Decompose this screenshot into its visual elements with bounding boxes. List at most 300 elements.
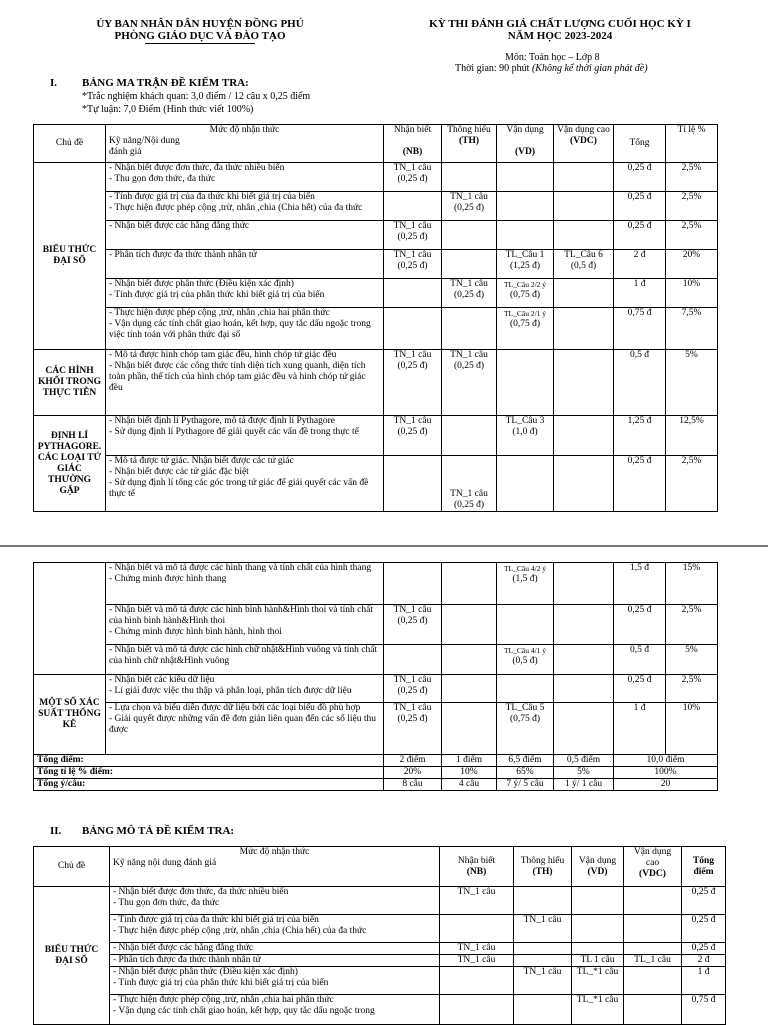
description-row — [34, 915, 726, 943]
cell-vdc — [554, 163, 614, 192]
skills-cell — [106, 250, 384, 279]
tile-value: 5% — [666, 645, 718, 675]
section1-title: BẢNG MA TRẬN ĐỀ KIỂM TRA: — [82, 77, 249, 89]
tile-value: 7,5% — [666, 308, 718, 350]
skills-cell — [110, 887, 440, 915]
cell-th — [442, 350, 497, 416]
section1-note2: *Tự luận: 7,0 Điểm (Hình thức viết 100%) — [82, 104, 254, 115]
matrix-row — [34, 221, 718, 250]
nb-value: TN_1 câu — [393, 605, 432, 615]
total-th: 1 điểm — [442, 755, 497, 767]
cell-th — [442, 192, 497, 221]
skills-cell — [110, 967, 440, 995]
t2-col-chu-de: Chủ đề — [34, 847, 110, 887]
vd-value: TL_Câu 5 — [505, 703, 545, 713]
skill-line: - Nhận biết được các tứ giác đặc biệt — [109, 467, 249, 477]
cell-th — [442, 250, 497, 279]
nb-value: TN_1 câu — [393, 703, 432, 713]
total-row — [34, 755, 718, 767]
col-tong: Tổng — [614, 125, 666, 163]
t2-vdc-value — [624, 995, 682, 1025]
nb-score: (0,25 đ) — [397, 427, 428, 437]
vdc-label: Vận dụng cao — [557, 125, 610, 135]
total-label: Tổng điểm: — [34, 755, 384, 767]
description-table — [33, 846, 726, 1025]
skills-cell — [106, 605, 384, 645]
section1-note1: *Trắc nghiệm khách quan: 3,0 điểm / 12 câu x 0,25 điểm — [82, 91, 311, 102]
skills-cell — [106, 563, 384, 605]
topic-pythagore-tu-giac — [34, 416, 106, 512]
skill-line: - Mô tả được hình chóp tam giác đều, hình chóp tứ giác đều — [109, 350, 337, 360]
th-score: (0,25 đ) — [453, 290, 485, 300]
section2-title: BẢNG MÔ TẢ ĐỀ KIỂM TRA: — [82, 825, 235, 837]
nb-code: (NB) — [402, 147, 423, 157]
total-row — [34, 767, 718, 779]
cell-th — [442, 645, 497, 675]
tong-value: 0,75 đ — [614, 308, 666, 350]
col-vd — [497, 125, 554, 163]
skills-cell — [110, 955, 440, 967]
skill-line: - Tính được giá trị của đa thức khi biết giá trị của biến — [109, 192, 315, 202]
matrix-row — [34, 563, 718, 605]
vdc-value: TL_Câu 6 — [564, 250, 603, 260]
skill-line: - Thực hiện được phép cộng ,trừ, nhân ,chia (Chia hết) của đa thức — [113, 926, 367, 936]
cell-vd — [497, 163, 554, 192]
description-header-row — [34, 847, 726, 887]
vd-value: TL_Câu 4/2 ý — [503, 564, 547, 573]
vd-value: TL_Câu 3 — [505, 416, 545, 426]
vd-value: TL_Câu 4/1 ý — [503, 646, 547, 655]
matrix-body-continued — [34, 563, 718, 755]
skills-cell — [106, 279, 384, 308]
cell-vd — [497, 563, 554, 605]
t2-nb-value: TN_1 câu — [440, 955, 514, 967]
cell-nb — [384, 703, 442, 755]
tile-value: 2,5% — [666, 605, 718, 645]
skill-line: - Nhận biết được đơn thức, đa thức nhiều biến — [109, 163, 285, 173]
tong-value: 1,5 đ — [614, 563, 666, 605]
skills-cell — [106, 645, 384, 675]
vd-score: (0,75 đ) — [509, 714, 541, 724]
col-tile: Tỉ lệ % — [666, 125, 718, 163]
skill-line: - Nhận biết các kiểu dữ liệu — [109, 675, 215, 685]
total-vdc: 5% — [554, 767, 614, 779]
vd-value: TL_Câu 2/2 ý — [503, 280, 547, 289]
matrix-row — [34, 192, 718, 221]
nb-value: TN_1 câu — [393, 350, 432, 360]
time-note: (Không kể thời gian phát đề) — [531, 63, 648, 74]
cell-vdc — [554, 416, 614, 456]
cell-vdc — [554, 221, 614, 250]
tile-value: 2,5% — [666, 221, 718, 250]
nb-label: Nhận biết — [393, 125, 432, 135]
cell-th — [442, 456, 497, 512]
muc-do-label: Mức độ nhận thức — [209, 125, 280, 135]
vd-value: TL_Câu 2/1 ý — [503, 309, 547, 318]
cell-vdc — [554, 605, 614, 645]
skill-line: - Mô tả được tứ giác. Nhận biết được các tứ giác — [109, 456, 294, 466]
cell-nb — [384, 279, 442, 308]
topic-hinh-khoi — [34, 350, 106, 416]
t2-col-tong: Tổng điểm — [682, 847, 726, 887]
page-break — [0, 545, 768, 547]
skills-cell — [110, 943, 440, 955]
nb-score: (0,25 đ) — [397, 174, 428, 184]
t2-topic-bieu-thuc — [34, 887, 110, 1025]
t2-vd-code: (VD) — [587, 866, 608, 877]
tong-value: 0,25 đ — [614, 605, 666, 645]
cell-th — [442, 163, 497, 192]
cell-th — [442, 605, 497, 645]
matrix-totals — [34, 755, 718, 791]
matrix-body — [34, 163, 718, 512]
exam-title: KỲ THI ĐÁNH GIÁ CHẤT LƯỢNG CUỐI HỌC KỲ I — [429, 18, 691, 30]
cell-nb — [384, 605, 442, 645]
nb-value: TN_1 câu — [393, 221, 432, 231]
th-score: (0,25 đ) — [453, 203, 485, 213]
total-tong: 20 — [614, 779, 718, 791]
cell-th — [442, 563, 497, 605]
matrix-row — [34, 645, 718, 675]
cell-nb — [384, 250, 442, 279]
t2-nb-label: Nhận biết — [457, 855, 496, 866]
description-row — [34, 887, 726, 915]
t2-col-th — [514, 847, 572, 887]
topic-label: BIỂU THỨC ĐẠI SỐ — [42, 245, 97, 266]
description-row — [34, 995, 726, 1025]
th-value: TN_1 câu — [450, 350, 488, 360]
t2-tong-value: 2 đ — [682, 955, 726, 967]
exam-header — [395, 18, 725, 42]
cell-th — [442, 221, 497, 250]
t2-nb-value — [440, 995, 514, 1025]
col-th — [442, 125, 497, 163]
department-name: PHÒNG GIÁO DỤC VÀ ĐÀO TẠO — [114, 30, 286, 42]
tong-value: 1,25 đ — [614, 416, 666, 456]
total-vd: 65% — [497, 767, 554, 779]
topic-thong-ke — [34, 675, 106, 755]
skills-cell — [106, 456, 384, 512]
cell-vd — [497, 675, 554, 703]
total-th: 10% — [442, 767, 497, 779]
skill-line: - Chứng minh được hình bình hành, hình thoi — [109, 627, 282, 637]
department-header — [70, 18, 330, 44]
t2-ky-nang-label: Kỹ năng nội dung đánh giá — [113, 858, 217, 868]
th-value: TN_1 câu — [450, 279, 488, 289]
tong-value: 0,5 đ — [614, 645, 666, 675]
total-vdc: 0,5 điểm — [554, 755, 614, 767]
t2-vd-value — [572, 915, 624, 943]
t2-th-value: TN_1 câu — [514, 967, 572, 995]
t2-col-vdc — [624, 847, 682, 887]
t2-nb-value: TN_1 câu — [440, 943, 514, 955]
subject-line: Môn: Toán học – Lớp 8 — [505, 52, 600, 63]
cell-th — [442, 703, 497, 755]
cell-vd — [497, 416, 554, 456]
skill-line: - Nhận biết và mô tả được các hình bình hành&Hình thoi và tính chất của hình bình hành&Hình thoi — [109, 605, 373, 626]
tong-value: 1 đ — [614, 279, 666, 308]
cell-vd — [497, 605, 554, 645]
t2-muc-do-label: Mức độ nhận thức — [239, 847, 310, 857]
t2-tong-value: 0,25 đ — [682, 915, 726, 943]
th-value: TN_1 câu — [450, 489, 488, 499]
cell-vdc — [554, 350, 614, 416]
t2-col-nb — [440, 847, 514, 887]
total-label: Tổng tỉ lệ % điểm: — [34, 767, 384, 779]
vd-score: (1,0 đ) — [512, 427, 538, 437]
skill-line: - Tính được giá trị của phân thức khi biết giá trị của biến — [109, 290, 325, 300]
topic-label: CÁC LOẠI TỨ GIÁC THƯỜNG GẶP — [37, 452, 102, 496]
cell-nb — [384, 163, 442, 192]
tong-value: 0,25 đ — [614, 456, 666, 512]
cell-nb — [384, 563, 442, 605]
cell-vd — [497, 279, 554, 308]
skills-cell — [106, 192, 384, 221]
topic-label: MỘT SỐ XÁC SUẤT THỐNG KÊ — [38, 698, 101, 730]
skills-cell — [110, 995, 440, 1025]
nb-value: TN_1 câu — [393, 675, 432, 685]
cell-nb — [384, 350, 442, 416]
skill-line: - Nhận biết được các công thức tính diện tích xung quanh, diện tích toàn phần, thể tích của hình chóp tam giác đều và hình chóp tứ giác đều — [109, 361, 366, 393]
vd-score: (1,5 đ) — [512, 574, 538, 584]
ky-nang-label: Kỹ năng/Nội dung đánh giá — [109, 136, 180, 157]
skill-line: - Nhận biết được phân thức (Điều kiện xác định) — [113, 967, 298, 977]
matrix-row — [34, 605, 718, 645]
skill-line: - Vận dụng các tính chất giao hoán, kết hợp, quy tắc dấu ngoặc trong việc tính toán với phân thức đại số — [109, 319, 371, 340]
cell-nb — [384, 308, 442, 350]
cell-vdc — [554, 192, 614, 221]
matrix-row — [34, 308, 718, 350]
th-label: Thông hiểu — [447, 125, 491, 135]
tong-value: 0,25 đ — [614, 675, 666, 703]
vd-score: (1,25 đ) — [509, 261, 541, 271]
skill-line: - Nhận biết và mô tả được các hình thang và tính chất của hình thang — [109, 563, 372, 573]
skill-line: - Nhận biết và mô tả được các hình chữ nhật&Hình vuông và tính chất của hình chữ nhật&Hình vuông — [109, 645, 378, 666]
cell-vd — [497, 250, 554, 279]
time-line — [455, 63, 648, 75]
topic-label: ĐỊNH LÍ PYTHAGORE. — [37, 430, 102, 452]
t2-nb-code: (NB) — [466, 866, 487, 877]
t2-vdc-value — [624, 887, 682, 915]
t2-th-code: (TH) — [532, 866, 553, 877]
cell-vdc — [554, 563, 614, 605]
cell-vdc — [554, 675, 614, 703]
th-score: (0,25 đ) — [453, 361, 485, 371]
topic-label: BIỂU THỨC ĐẠI SỐ — [44, 944, 99, 966]
t2-col-vd — [572, 847, 624, 887]
skill-line: - Nhận biết được đơn thức, đa thức nhiều biến — [113, 887, 289, 897]
col-chu-de: Chủ đề — [34, 125, 106, 163]
tile-value: 10% — [666, 279, 718, 308]
t2-col-ky-nang — [110, 847, 440, 887]
total-vd: 6,5 điểm — [497, 755, 554, 767]
skill-line: - Phân tích được đa thức thành nhân tử — [113, 955, 261, 965]
cell-vdc — [554, 250, 614, 279]
tile-value: 2,5% — [666, 675, 718, 703]
skill-line: - Chứng minh được hình thang — [109, 574, 227, 584]
vdc-code: (VDC) — [570, 136, 597, 146]
t2-th-value: TN_1 câu — [514, 915, 572, 943]
nb-score: (0,25 đ) — [397, 686, 428, 696]
skill-line: - Giải quyết được những vấn đề đơn giản liên quan đến các số liệu thu được — [109, 714, 377, 735]
matrix-row — [34, 350, 718, 416]
total-tong: 10,0 điểm — [614, 755, 718, 767]
nb-score: (0,25 đ) — [397, 616, 428, 626]
total-nb: 20% — [384, 767, 442, 779]
description-row — [34, 955, 726, 967]
header-underline — [145, 43, 255, 44]
cell-nb — [384, 645, 442, 675]
tile-value: 10% — [666, 703, 718, 755]
cell-vdc — [554, 279, 614, 308]
t2-th-value — [514, 955, 572, 967]
vd-code: (VD) — [514, 147, 536, 157]
tong-value: 0,5 đ — [614, 350, 666, 416]
t2-tong-value: 1 đ — [682, 967, 726, 995]
cell-vd — [497, 645, 554, 675]
matrix-table-continued — [33, 562, 718, 791]
cell-th — [442, 675, 497, 703]
skills-cell — [106, 163, 384, 192]
skills-cell — [106, 416, 384, 456]
cell-vd — [497, 703, 554, 755]
skill-line: - Nhận biết được phân thức (Điều kiện xác định) — [109, 279, 294, 289]
tile-value: 2,5% — [666, 456, 718, 512]
vd-score: (0,75 đ) — [509, 319, 541, 329]
cell-vd — [497, 308, 554, 350]
total-tong: 100% — [614, 767, 718, 779]
tile-value: 15% — [666, 563, 718, 605]
skill-line: - Sử dụng định lí Pythagore để giải quyết các vấn đề trong thực tế — [109, 427, 359, 437]
skill-line: - Thực hiện được phép cộng ,trừ, nhân ,chia (Chia hết) của đa thức — [109, 203, 363, 213]
t2-th-value — [514, 995, 572, 1025]
cell-vd — [497, 192, 554, 221]
skill-line: - Thu gọn đơn thức, đa thức — [113, 898, 220, 908]
t2-tong-value: 0,25 đ — [682, 943, 726, 955]
t2-th-value — [514, 943, 572, 955]
skills-cell — [110, 915, 440, 943]
matrix-row — [34, 416, 718, 456]
vdc-score: (0,5 đ) — [570, 261, 597, 271]
t2-vd-value: TL_*1 câu — [572, 967, 624, 995]
nb-value: TN_1 câu — [393, 250, 432, 260]
col-vdc — [554, 125, 614, 163]
nb-score: (0,25 đ) — [397, 232, 428, 242]
t2-vdc-code: (VDC) — [639, 869, 666, 879]
skill-line: - Phân tích được đa thức thành nhân tử — [109, 250, 257, 260]
topic-continued — [34, 563, 106, 675]
matrix-row — [34, 279, 718, 308]
matrix-row — [34, 703, 718, 755]
nb-value: TN_1 câu — [393, 163, 432, 173]
matrix-row — [34, 250, 718, 279]
skill-line: - Sử dụng định lí tổng các góc trong tứ giác để giải quyết các vấn đề thực tế — [109, 478, 369, 499]
total-nb: 2 điểm — [384, 755, 442, 767]
description-row — [34, 967, 726, 995]
total-vd: 7 ý/ 5 câu — [497, 779, 554, 791]
t2-nb-value — [440, 967, 514, 995]
skill-line: - Thực hiện được phép cộng ,trừ, nhân ,chia hai phân thức — [113, 995, 334, 1005]
cell-th — [442, 279, 497, 308]
t2-vdc-value — [624, 967, 682, 995]
vd-score: (0,5 đ) — [512, 656, 538, 666]
school-year: NĂM HỌC 2023-2024 — [507, 30, 613, 42]
t2-vd-value: TL_*1 câu — [572, 995, 624, 1025]
t2-th-value — [514, 887, 572, 915]
skill-line: - Lí giải được việc thu thập và phân loại, phân tích được dữ liệu — [109, 686, 352, 696]
tile-value: 2,5% — [666, 163, 718, 192]
description-row — [34, 943, 726, 955]
skill-line: - Nhận biết được các hằng đẳng thức — [109, 221, 250, 231]
cell-nb — [384, 675, 442, 703]
t2-vdc-label: Vận dụng cao — [633, 847, 672, 868]
description-body — [34, 887, 726, 1025]
t2-vdc-value: TL_1 câu — [624, 955, 682, 967]
total-vdc: 1 ý/ 1 câu — [554, 779, 614, 791]
time-text: Thời gian: 90 phút — [455, 63, 530, 74]
topic-label: CÁC HÌNH KHỐI TRONG THỰC TIỄN — [38, 366, 101, 398]
t2-th-label: Thông hiểu — [520, 855, 565, 866]
cell-nb — [384, 456, 442, 512]
cell-th — [442, 308, 497, 350]
tile-value: 20% — [666, 250, 718, 279]
cell-th — [442, 416, 497, 456]
cell-vdc — [554, 645, 614, 675]
t2-vdc-value — [624, 943, 682, 955]
t2-vd-value — [572, 943, 624, 955]
skills-cell — [106, 675, 384, 703]
tong-value: 0,25 đ — [614, 192, 666, 221]
total-th: 4 câu — [442, 779, 497, 791]
topic-bieu-thuc — [34, 163, 106, 350]
tong-value: 2 đ — [614, 250, 666, 279]
skills-cell — [106, 308, 384, 350]
skills-cell — [106, 350, 384, 416]
t2-vd-value: TL 1 câu — [572, 955, 624, 967]
t2-vd-label: Vận dụng — [578, 855, 617, 866]
col-ky-nang — [106, 125, 384, 163]
section2-number: II. — [50, 825, 62, 837]
vd-label: Vận dụng — [506, 125, 544, 135]
cell-nb — [384, 416, 442, 456]
cell-vd — [497, 350, 554, 416]
cell-vdc — [554, 456, 614, 512]
total-row — [34, 779, 718, 791]
total-label: Tổng ý/câu: — [34, 779, 384, 791]
th-value: TN_1 câu — [450, 192, 488, 202]
matrix-row — [34, 675, 718, 703]
col-nb — [384, 125, 442, 163]
th-code: (TH) — [458, 136, 480, 146]
vd-score: (0,75 đ) — [509, 290, 541, 300]
nb-score: (0,25 đ) — [397, 261, 428, 271]
tong-value: 1 đ — [614, 703, 666, 755]
skill-line: - Nhận biết định lí Pythagore, mô tả được định lí Pythagore — [109, 416, 335, 426]
cell-vdc — [554, 703, 614, 755]
skill-line: - Thực hiện được phép cộng ,trừ, nhân ,chia hai phân thức — [109, 308, 330, 318]
matrix-row — [34, 456, 718, 512]
t2-tong-value: 0,25 đ — [682, 887, 726, 915]
t2-vdc-value — [624, 915, 682, 943]
skill-line: - Tính được giá trị của đa thức khi biết giá trị của biến — [113, 915, 319, 925]
t2-vd-value — [572, 887, 624, 915]
t2-tong-value: 0,75 đ — [682, 995, 726, 1025]
cell-nb — [384, 192, 442, 221]
matrix-table — [33, 124, 718, 512]
nb-score: (0,25 đ) — [397, 714, 428, 724]
t2-nb-value: TN_1 câu — [440, 887, 514, 915]
nb-score: (0,25 đ) — [397, 361, 428, 371]
